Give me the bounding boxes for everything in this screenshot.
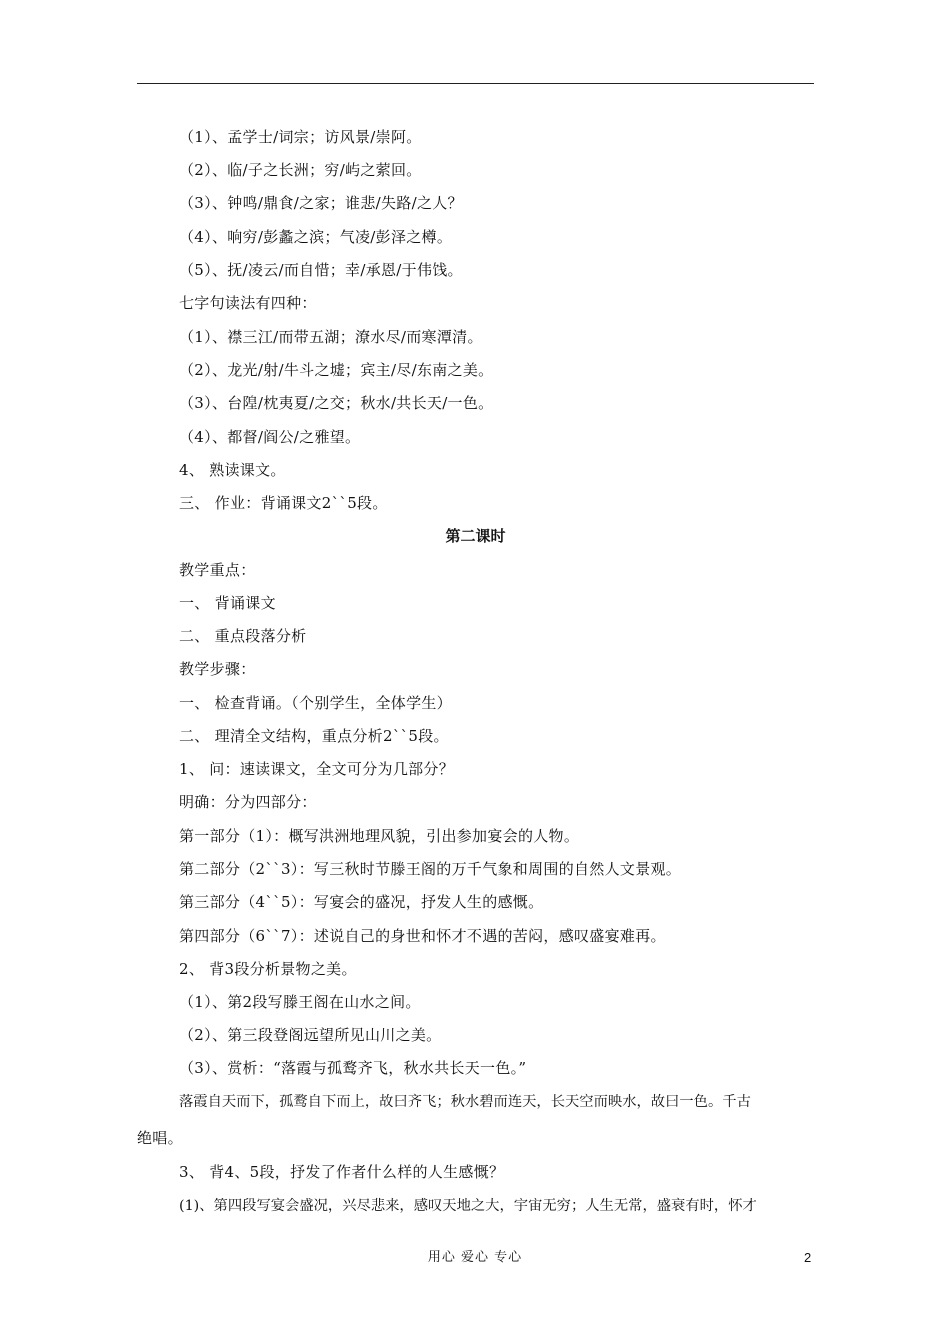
text-line: 落霞自天而下，孤鹜自下而上，故曰齐飞；秋水碧而连天，长天空而映水，故曰一色。千古 — [179, 1094, 751, 1110]
text-line: 一、 背诵课文 — [179, 594, 276, 612]
text-line: 一、 检查背诵。（个别学生，全体学生） — [179, 694, 452, 712]
text-line: 4、 熟读课文。 — [179, 461, 286, 479]
text-line: 二、 重点段落分析 — [179, 627, 307, 645]
text-line: （1）、第2段写滕王阁在山水之间。 — [179, 993, 421, 1011]
text-line: （5）、抚/凌云/而自惜；幸/承恩/于伟饯。 — [179, 261, 463, 279]
text-line: 第三部分（4``5）：写宴会的盛况，抒发人生的感慨。 — [179, 893, 544, 911]
text-line: 三、 作业：背诵课文2``5段。 — [179, 494, 388, 512]
text-line: （1）、孟学士/词宗；访风景/崇阿。 — [179, 128, 422, 146]
text-line: 第一部分（1）：概写洪洲地理风貌，引出参加宴会的人物。 — [179, 827, 580, 845]
text-line: 3、 背4、5段，抒发了作者什么样的人生感慨？ — [179, 1163, 505, 1181]
text-line: 第二部分（2``3）：写三秋时节滕王阁的万千气象和周围的自然人文景观。 — [179, 860, 682, 878]
text-line: 1、 问：速读课文，全文可分为几部分？ — [179, 760, 455, 778]
text-line: （3）、赏析：“落霞与孤鹜齐飞，秋水共长天一色。” — [179, 1059, 527, 1077]
text-line: （2）、第三段登阁远望所见山川之美。 — [179, 1026, 442, 1044]
text-line: 教学重点： — [179, 561, 256, 579]
text-line: （4）、都督/阎公/之雅望。 — [179, 428, 361, 446]
footer-motto: 用心 爱心 专心 — [427, 1250, 523, 1265]
text-line: （4）、响穷/彭蠡之滨；气凌/彭泽之樽。 — [179, 228, 453, 246]
text-line: 明确：分为四部分： — [179, 793, 317, 811]
text-line: (1)、第四段写宴会盛况，兴尽悲来，感叹天地之大，宇宙无穷；人生无常，盛衰有时，怀才 — [179, 1198, 757, 1214]
text-line: （1）、襟三江/而带五湖；潦水尽/而寒潭清。 — [179, 328, 483, 346]
text-line: （3）、钟鸣/鼎食/之家；谁悲/失路/之人？ — [179, 194, 463, 212]
page-number: 2 — [804, 1250, 812, 1265]
text-line: （3）、台隍/枕夷夏/之交；秋水/共长天/一色。 — [179, 394, 494, 412]
text-line: 二、 理清全文结构，重点分析2``5段。 — [179, 727, 449, 745]
text-line: （2）、临/子之长洲；穷/屿之萦回。 — [179, 161, 422, 179]
text-line: 绝唱。 — [137, 1129, 183, 1147]
text-line: 2、 背3段分析景物之美。 — [179, 960, 357, 978]
text-line: 第四部分（6``7）：述说自己的身世和怀才不遇的苦闷，感叹盛宴难再。 — [179, 927, 666, 945]
text-line: 七字句读法有四种： — [179, 294, 317, 312]
text-line: 教学步骤： — [179, 660, 256, 678]
text-line: （2）、龙光/射/牛斗之墟；宾主/尽/东南之美。 — [179, 361, 494, 379]
section-heading: 第二课时 — [445, 527, 506, 545]
